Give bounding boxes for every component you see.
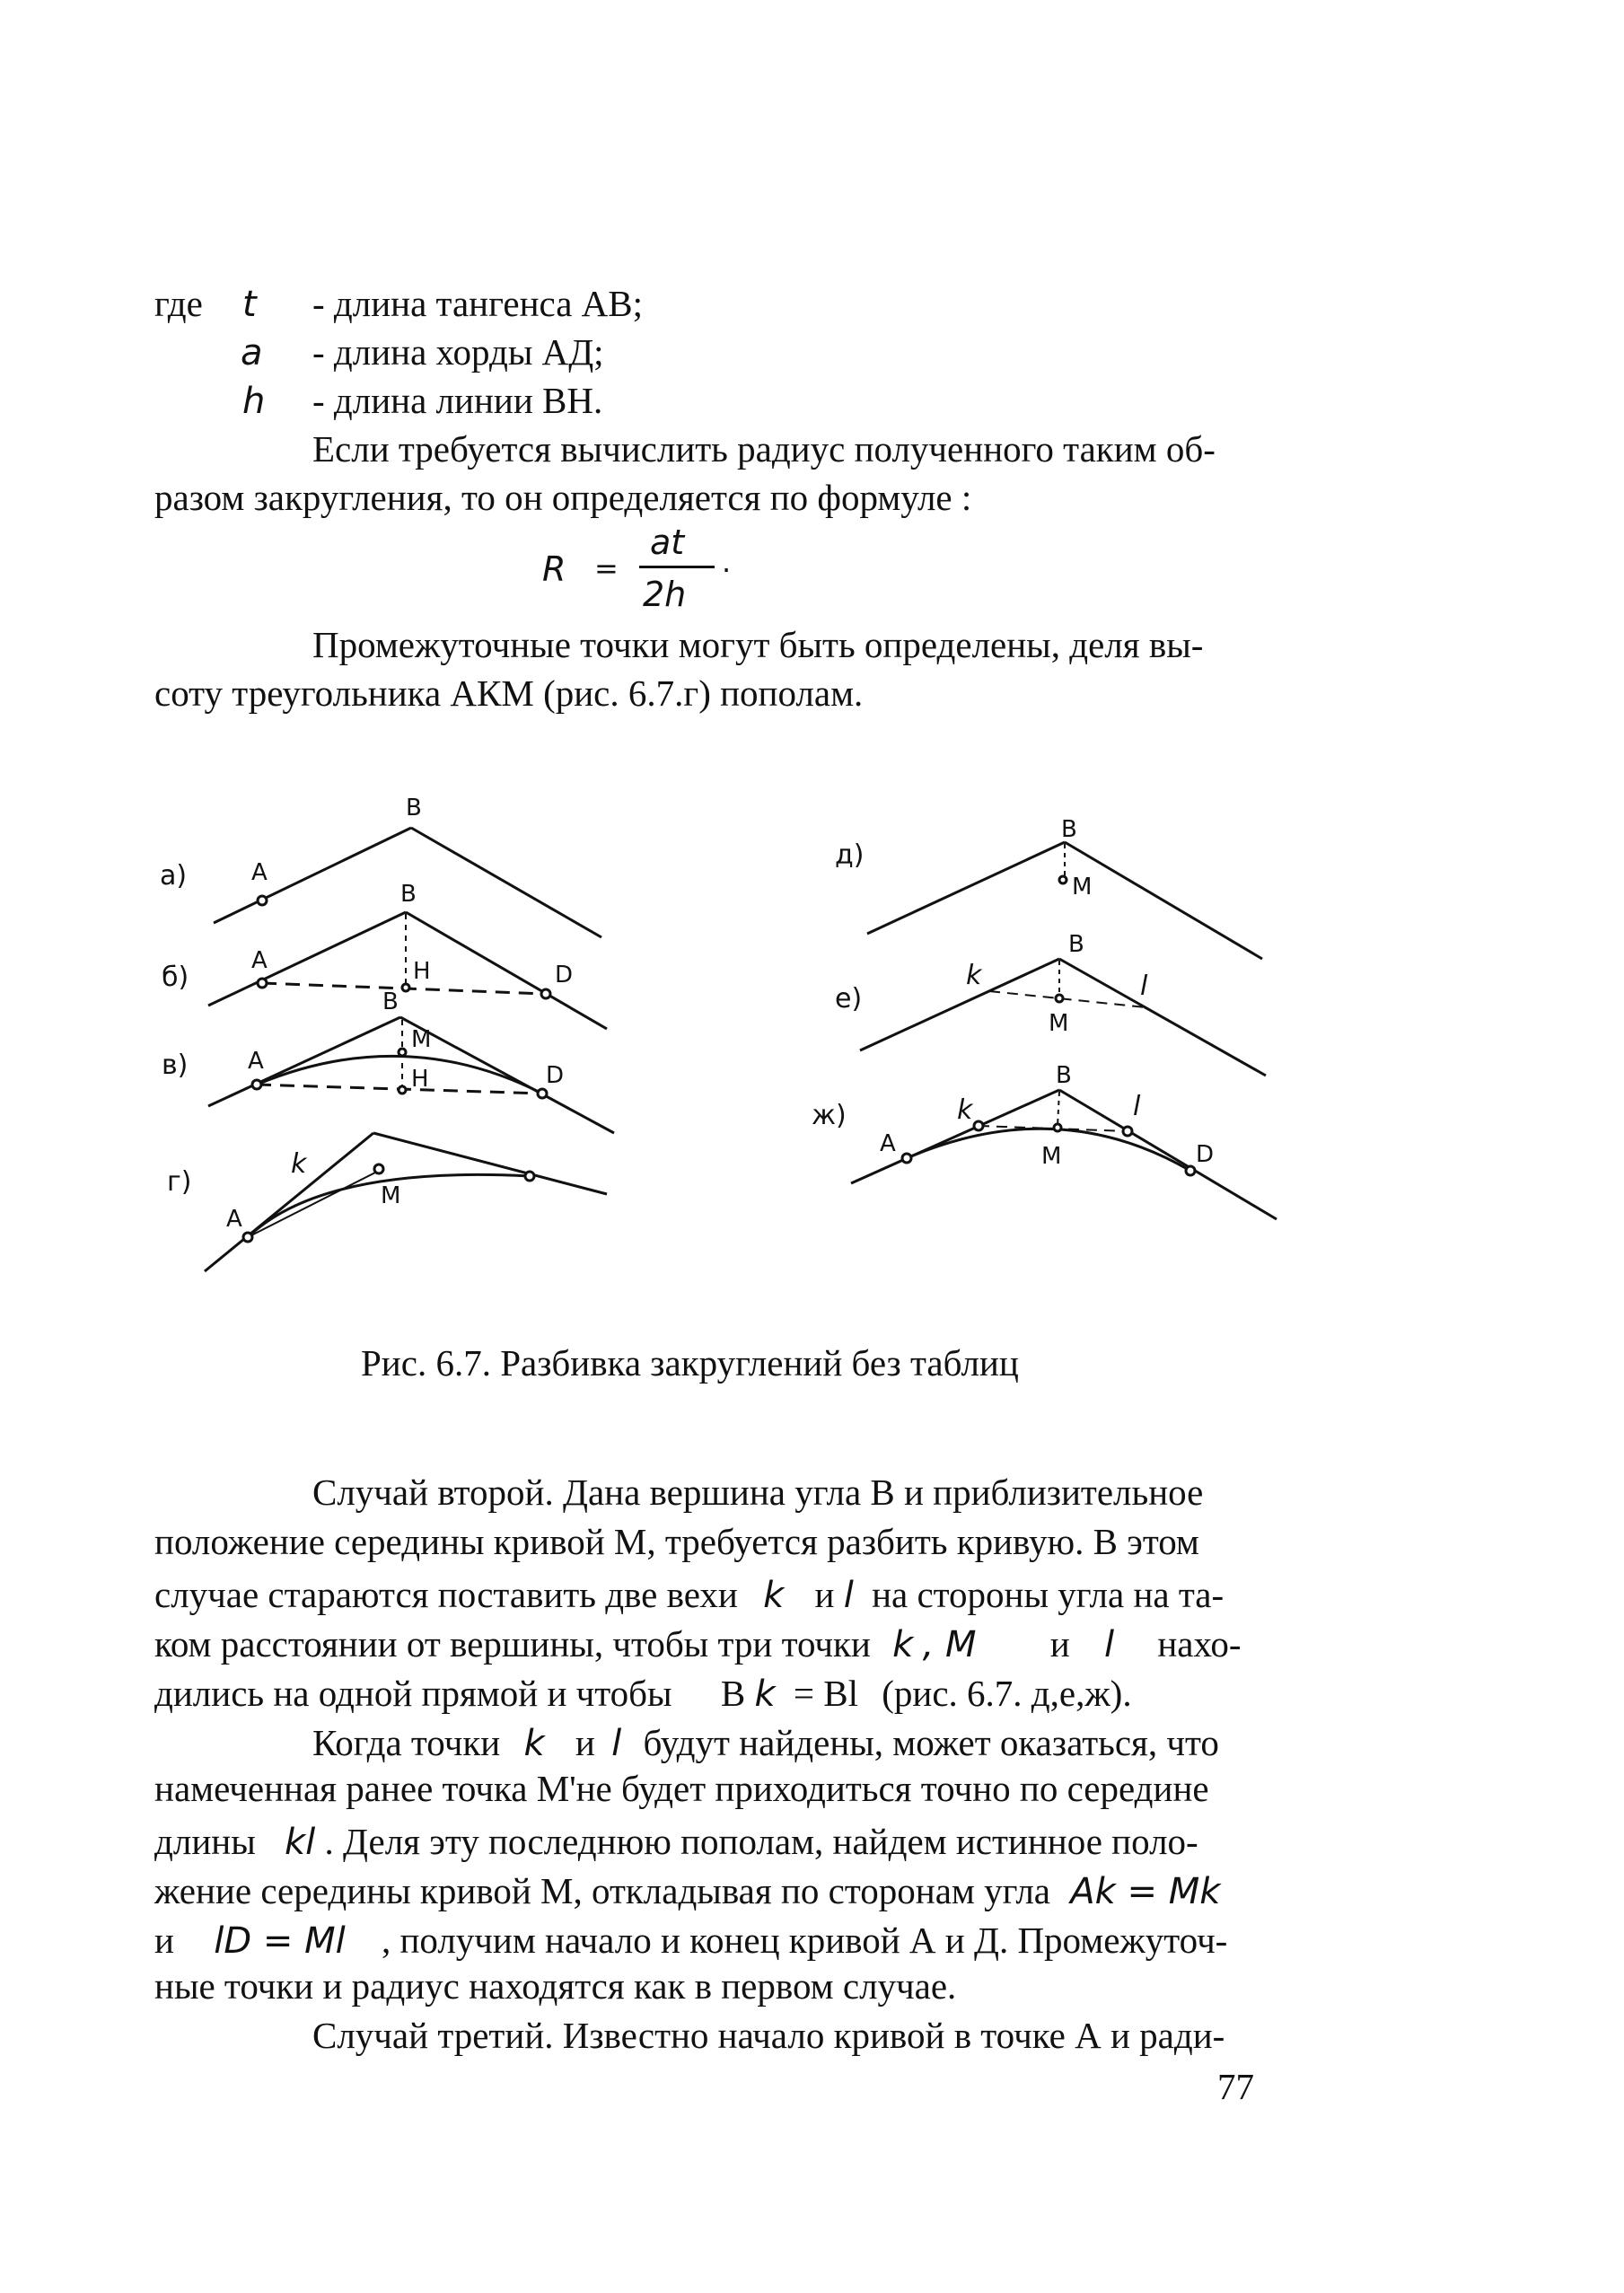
line-a-right <box>411 828 601 937</box>
label-b-A: A <box>251 947 268 974</box>
label-d-B: B <box>1061 816 1077 843</box>
inline-l-2: l <box>1103 1624 1115 1665</box>
inline-l-3: l <box>611 1723 622 1764</box>
height-zh <box>1058 1092 1059 1126</box>
line-d-left <box>867 842 1065 934</box>
para1-line1: Если требуется вычислить радиус полученного таким об- <box>312 428 1216 470</box>
symbol-h: h <box>242 381 266 422</box>
diagram-v <box>162 988 614 1133</box>
label-e-k: k <box>966 960 982 991</box>
label-b: б) <box>162 962 189 993</box>
inline-b: B <box>720 1673 746 1714</box>
label-b-D: D <box>555 962 574 988</box>
inline-comma-m: , M <box>922 1624 977 1665</box>
para4-line6: ные точки и радиус находятся как в первом случае. <box>154 1965 957 2007</box>
figure-caption: Рис. 6.7. Разбивка закруглений без таблиц <box>361 1342 1019 1384</box>
point-g-M <box>374 1164 383 1173</box>
line-b-left <box>208 912 406 1006</box>
point-zh-A <box>902 1154 911 1163</box>
inline-eq-bl: = Bl <box>793 1673 858 1714</box>
line-v-left <box>208 1017 400 1106</box>
para5-line1: Случай третий. Известно начало кривой в точке А и ради- <box>312 2015 1225 2056</box>
formula-equals: = <box>594 551 619 585</box>
label-e: е) <box>835 983 863 1015</box>
inline-ak-mk: Ak = Mk <box>1070 1871 1221 1912</box>
point-g-A <box>243 1233 252 1242</box>
para4-line4 <box>154 1869 1220 1912</box>
diagram-d <box>835 816 1262 959</box>
para4-line2: намеченная ранее точка М'не будет приходиться точно по середине <box>154 1768 1209 1809</box>
label-zh-M: M <box>1041 1143 1062 1170</box>
label-zh-l: l <box>1133 1091 1141 1122</box>
line-g-right <box>373 1133 607 1194</box>
para2-line1: Промежуточные точки могут быть определены, деля вы- <box>312 624 1204 665</box>
label-e-B: B <box>1068 931 1084 958</box>
line-e-left <box>860 959 1059 1050</box>
point-zh-M <box>1054 1124 1061 1131</box>
label-e-M: M <box>1049 1010 1069 1037</box>
label-zh-A: A <box>880 1130 896 1157</box>
label-g: г) <box>167 1166 192 1198</box>
para2-line2: соту треугольника АКМ (рис. 6.7.г) пополам. <box>154 672 864 714</box>
point-e-M <box>1056 995 1063 1002</box>
para3-line2: положение середины кривой М, требуется разбить кривую. В этом <box>154 1521 1199 1562</box>
label-b-B: B <box>400 881 417 908</box>
point-v-M <box>399 1049 406 1056</box>
para3-line4-a: ком расстоянии от вершины, чтобы три точки <box>154 1623 871 1665</box>
para3-line3-a: случае стараются поставить две вехи <box>154 1574 738 1615</box>
label-zh: ж) <box>812 1100 847 1131</box>
label-b-H: H <box>413 958 431 985</box>
label-a: a) <box>160 860 188 892</box>
para3-line5 <box>154 1672 1132 1715</box>
point-b-A <box>258 979 267 988</box>
para1-line2: разом закругления, то он определяется по формуле : <box>154 477 972 518</box>
point-g-end <box>525 1172 534 1181</box>
para3-line4-b: нахо- <box>1157 1623 1242 1665</box>
label-v-B: B <box>382 988 399 1015</box>
legend-desc-a: - длина хорды АД; <box>312 331 604 373</box>
symbol-t: t <box>242 284 257 325</box>
para4-line3-a: длины <box>154 1821 256 1862</box>
point-b-H <box>402 984 409 991</box>
inline-and-3: и <box>575 1722 595 1763</box>
line-e-right <box>1059 959 1266 1076</box>
inline-and-4: и <box>154 1920 174 1961</box>
line-g-left <box>205 1133 373 1271</box>
inline-l: l <box>843 1575 854 1616</box>
para4-line1-b: будут найдены, может оказаться, что <box>643 1722 1219 1763</box>
para4-line3-b: . Деля эту последнюю пополам, найдем истинное поло- <box>324 1821 1198 1862</box>
para3-line1: Случай второй. Дана вершина угла В и приблизительное <box>312 1472 1204 1513</box>
label-g-M: M <box>381 1182 401 1209</box>
label-v-D: D <box>546 1062 565 1089</box>
inline-k-3: k <box>754 1674 776 1715</box>
line-v-right <box>400 1017 614 1133</box>
point-zh-D <box>1186 1166 1195 1175</box>
diagram-e <box>835 931 1266 1076</box>
label-v: в) <box>162 1050 189 1081</box>
where-word: где <box>154 283 203 324</box>
point-v-A <box>252 1080 261 1089</box>
para4-line1 <box>312 1721 1219 1764</box>
legend-desc-t: - длина тангенса АВ; <box>312 283 644 324</box>
para4-line1-a: Когда точки <box>312 1722 501 1763</box>
page-number: 77 <box>1217 2066 1254 2107</box>
formula-numerator: at <box>650 523 685 562</box>
point-zh-k <box>974 1121 983 1130</box>
label-g-k: k <box>291 1148 307 1180</box>
label-d-M: M <box>1072 874 1093 901</box>
label-zh-k: k <box>957 1094 973 1126</box>
label-zh-B: B <box>1056 1062 1072 1089</box>
symbol-a: a <box>241 332 263 373</box>
legend-desc-h: - длина линии ВН. <box>312 380 603 421</box>
para3-line5-b: (рис. 6.7. д,е,ж). <box>882 1673 1132 1714</box>
point-a-A <box>258 896 267 905</box>
label-g-A: A <box>226 1206 242 1233</box>
inline-kl: kl <box>285 1822 316 1863</box>
diagram-zh <box>812 1062 1277 1219</box>
label-v-H: H <box>411 1066 429 1093</box>
para4-line5-b: , получим начало и конец кривой А и Д. Промежуточ- <box>381 1920 1228 1961</box>
inline-k: k <box>763 1575 785 1616</box>
line-zh-right <box>1059 1090 1277 1219</box>
label-e-l: l <box>1140 971 1148 1002</box>
para3-line3 <box>154 1573 1224 1616</box>
inline-k-4: k <box>523 1723 545 1764</box>
label-a-A: A <box>251 859 268 886</box>
inline-ld-ml: lD = Ml <box>214 1920 346 1962</box>
para4-line4-a: жение середины кривой М, откладывая по сторонам угла <box>154 1870 1050 1911</box>
point-b-D <box>541 989 550 998</box>
para3-line3-b: на стороны угла на та- <box>872 1574 1225 1615</box>
point-zh-l <box>1123 1127 1132 1136</box>
label-zh-D: D <box>1196 1141 1215 1168</box>
point-v-H <box>399 1086 406 1094</box>
para4-line5 <box>154 1919 1227 1962</box>
line-a-left <box>214 828 411 923</box>
formula-denominator: 2h <box>643 575 687 614</box>
formula-dot: · <box>722 553 732 587</box>
inline-and: и <box>814 1574 835 1615</box>
label-v-M: M <box>411 1026 432 1053</box>
para3-line4 <box>154 1622 1242 1665</box>
line-d-right <box>1065 842 1262 959</box>
label-d: д) <box>835 839 865 871</box>
diagram-g <box>167 1133 607 1271</box>
formula-lhs: R <box>542 549 566 589</box>
inline-and-2: и <box>1049 1623 1070 1665</box>
point-d-M <box>1059 876 1067 883</box>
label-v-A: A <box>248 1048 264 1075</box>
diagram-a <box>160 795 601 937</box>
point-v-D <box>538 1089 547 1098</box>
para4-line3 <box>154 1820 1198 1863</box>
line-b-right <box>406 912 607 1029</box>
para3-line5-a: дились на одной прямой и чтобы <box>154 1673 672 1714</box>
inline-k-2: k <box>892 1624 914 1665</box>
label-a-B: B <box>406 795 422 821</box>
